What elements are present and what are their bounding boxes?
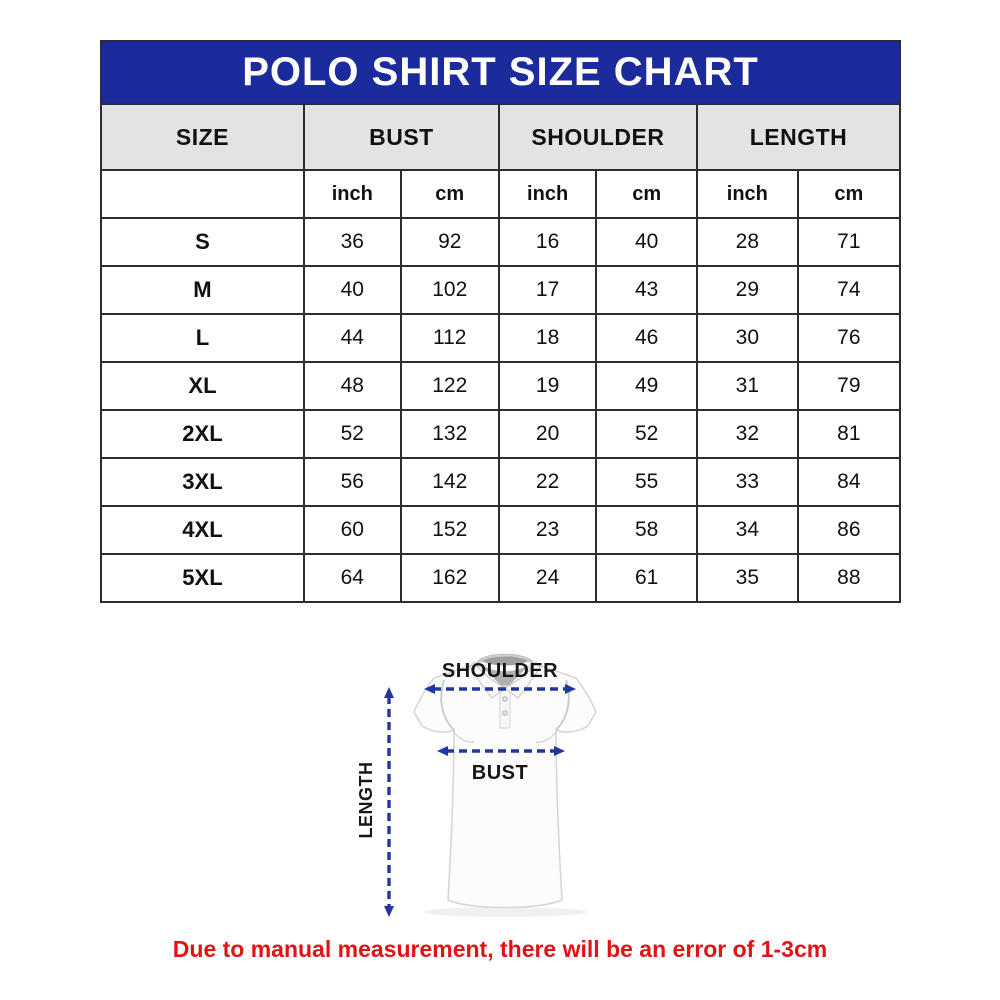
measurement-value-cell: 92 [401, 218, 499, 266]
size-label-cell: 4XL [101, 506, 304, 554]
unit-header: cm [798, 170, 900, 218]
measurement-value-cell: 29 [697, 266, 798, 314]
column-header-length: LENGTH [697, 104, 900, 170]
table-row [101, 554, 900, 602]
column-header-size: SIZE [101, 104, 304, 170]
measurement-value-cell: 162 [401, 554, 499, 602]
chart-title: POLO SHIRT SIZE CHART [242, 50, 759, 94]
measurement-value-cell: 46 [596, 314, 697, 362]
measurement-value-cell: 35 [697, 554, 798, 602]
measurement-value-cell: 122 [401, 362, 499, 410]
measurement-value-cell: 88 [798, 554, 900, 602]
measurement-value-cell: 52 [304, 410, 401, 458]
chart-title-bar [100, 40, 901, 105]
measurement-value-cell: 58 [596, 506, 697, 554]
measurement-value-cell: 17 [499, 266, 596, 314]
measurement-value-cell: 28 [697, 218, 798, 266]
measurement-value-cell: 52 [596, 410, 697, 458]
measurement-value-cell: 61 [596, 554, 697, 602]
measurement-error-note: Due to manual measurement, there will be an error of 1-3cm [172, 936, 828, 962]
size-label-cell: 2XL [101, 410, 304, 458]
unit-header: cm [401, 170, 499, 218]
measurement-value-cell: 102 [401, 266, 499, 314]
measurement-value-cell: 49 [596, 362, 697, 410]
measurement-value-cell: 18 [499, 314, 596, 362]
measurement-value-cell: 40 [304, 266, 401, 314]
measurement-value-cell: 32 [697, 410, 798, 458]
measurement-value-cell: 22 [499, 458, 596, 506]
measurement-value-cell: 142 [401, 458, 499, 506]
table-row [101, 410, 900, 458]
measurement-value-cell: 31 [697, 362, 798, 410]
measurement-value-cell: 34 [697, 506, 798, 554]
table-row [101, 506, 900, 554]
measurement-value-cell: 60 [304, 506, 401, 554]
measurement-value-cell: 40 [596, 218, 697, 266]
table-row [101, 266, 900, 314]
size-label-cell: XL [101, 362, 304, 410]
measurement-value-cell: 24 [499, 554, 596, 602]
measurement-value-cell: 152 [401, 506, 499, 554]
unit-header-blank [101, 170, 304, 218]
measurement-value-cell: 79 [798, 362, 900, 410]
measurement-value-cell: 33 [697, 458, 798, 506]
column-header-bust: BUST [304, 104, 499, 170]
measurement-value-cell: 71 [798, 218, 900, 266]
size-table-body [101, 218, 900, 602]
length-arrow [384, 687, 394, 917]
measurement-value-cell: 20 [499, 410, 596, 458]
measurement-value-cell: 74 [798, 266, 900, 314]
unit-header: inch [499, 170, 596, 218]
size-label-cell: 5XL [101, 554, 304, 602]
measurement-value-cell: 112 [401, 314, 499, 362]
measurement-value-cell: 16 [499, 218, 596, 266]
measurement-value-cell: 81 [798, 410, 900, 458]
measurement-diagram [340, 640, 670, 940]
unit-header: inch [304, 170, 401, 218]
table-header-row [101, 104, 900, 170]
measurement-value-cell: 43 [596, 266, 697, 314]
table-row [101, 218, 900, 266]
measurement-value-cell: 56 [304, 458, 401, 506]
measurement-value-cell: 64 [304, 554, 401, 602]
measurement-value-cell: 36 [304, 218, 401, 266]
measurement-value-cell: 84 [798, 458, 900, 506]
table-row [101, 362, 900, 410]
shoulder-measure-label: SHOULDER [441, 660, 559, 682]
measurement-value-cell: 55 [596, 458, 697, 506]
measurement-value-cell: 76 [798, 314, 900, 362]
unit-header: inch [697, 170, 798, 218]
table-row [101, 458, 900, 506]
table-row [101, 314, 900, 362]
measurement-value-cell: 19 [499, 362, 596, 410]
size-label-cell: M [101, 266, 304, 314]
length-measure-label: LENGTH [356, 761, 376, 839]
size-label-cell: 3XL [101, 458, 304, 506]
measurement-value-cell: 132 [401, 410, 499, 458]
measurement-value-cell: 48 [304, 362, 401, 410]
unit-header: cm [596, 170, 697, 218]
column-header-shoulder: SHOULDER [499, 104, 697, 170]
size-label-cell: L [101, 314, 304, 362]
size-table [100, 103, 901, 603]
size-label-cell: S [101, 218, 304, 266]
measurement-value-cell: 44 [304, 314, 401, 362]
bust-measure-label: BUST [471, 762, 529, 784]
measurement-value-cell: 30 [697, 314, 798, 362]
unit-header-row [101, 170, 900, 218]
measurement-value-cell: 86 [798, 506, 900, 554]
measurement-value-cell: 23 [499, 506, 596, 554]
